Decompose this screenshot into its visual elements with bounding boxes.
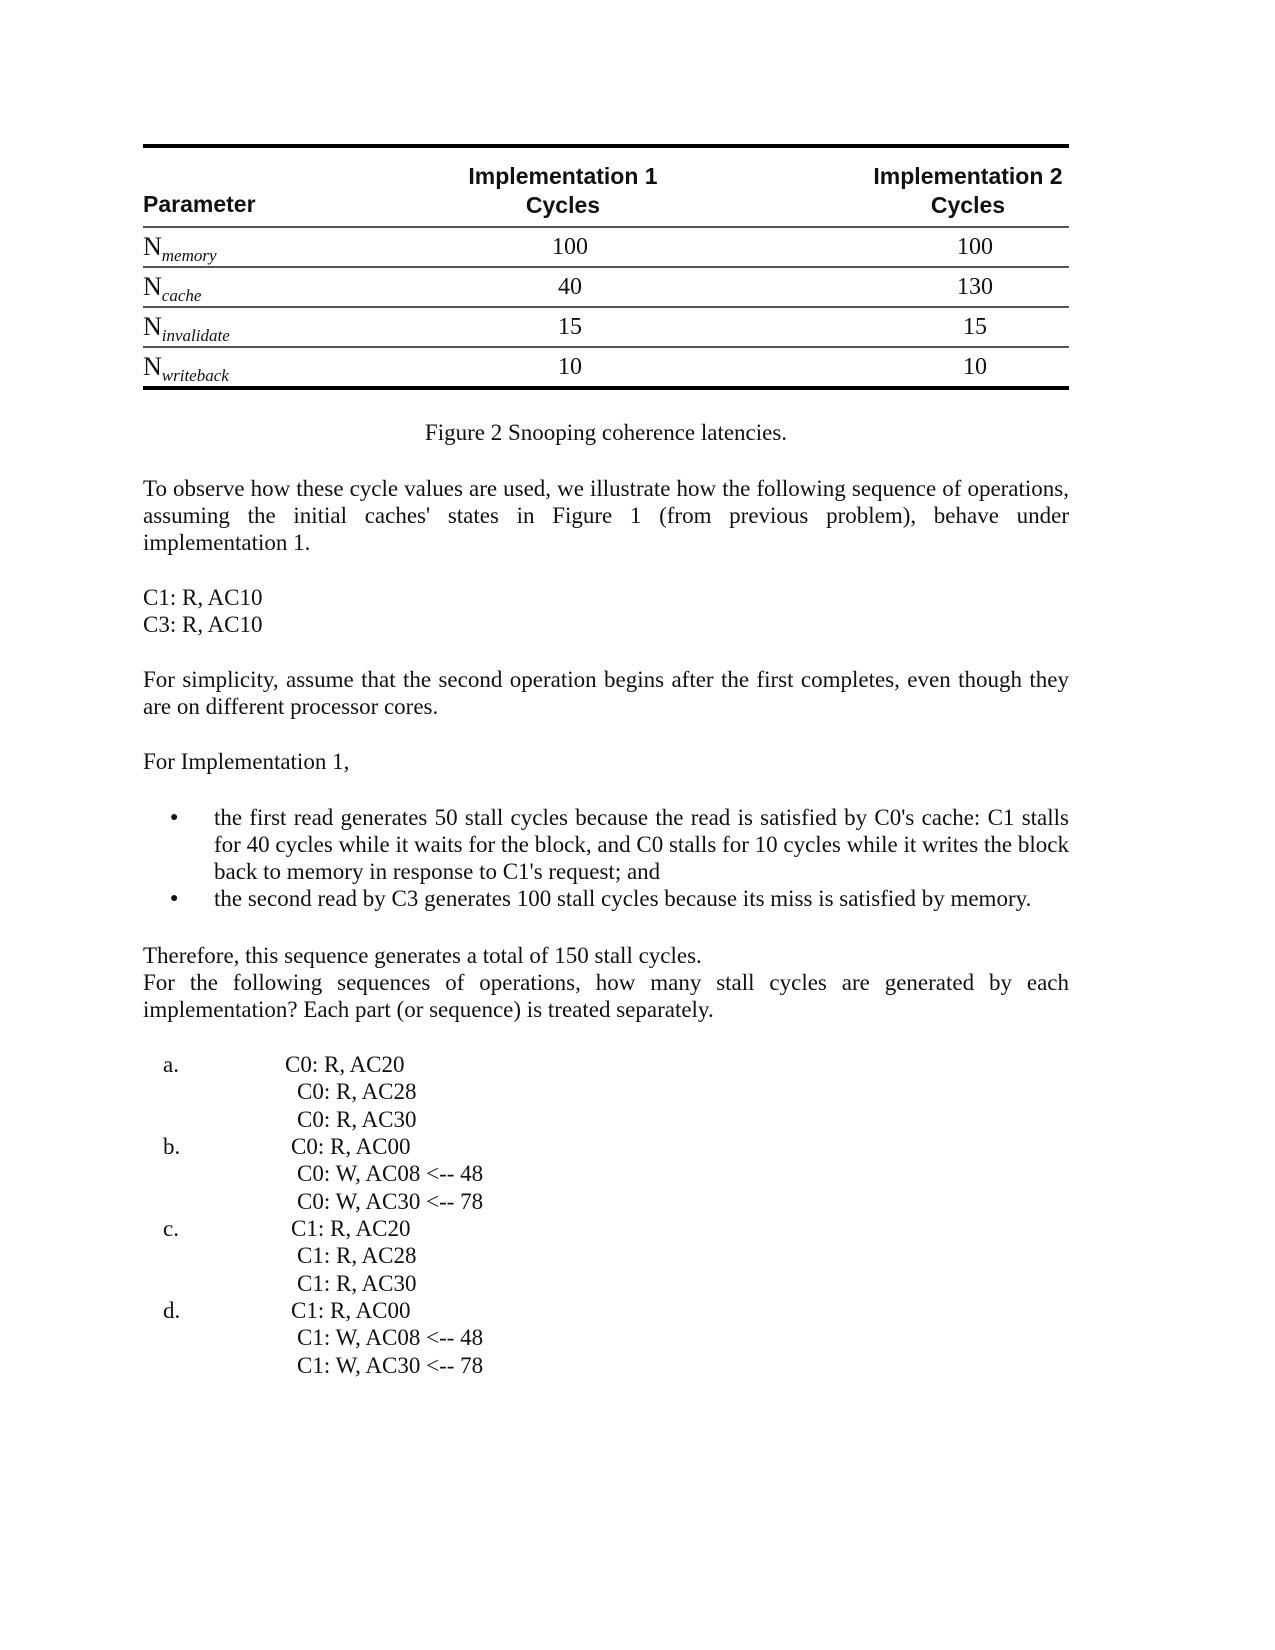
latency-table — [143, 144, 1069, 390]
bullet-item: ● the second read by C3 generates 100 stall cycles because its miss is satisfied by memory. — [170, 885, 1069, 912]
part-label: c. — [163, 1216, 179, 1241]
param-cell — [143, 352, 229, 386]
part-op: C1: R, AC30 — [297, 1271, 417, 1296]
impl1-heading: For Implementation 1, — [143, 749, 350, 774]
param-sub: invalidate — [161, 326, 230, 345]
header-impl1-line2: Cycles — [525, 192, 601, 218]
example-op: C3: R, AC10 — [143, 612, 263, 637]
part-op: C1: W, AC08 <-- 48 — [297, 1325, 484, 1350]
param-cell — [143, 272, 201, 306]
part-label: b. — [163, 1134, 181, 1159]
part-op: C0: R, AC00 — [291, 1134, 411, 1159]
param-sub: cache — [161, 286, 202, 305]
table-bottom-rule — [143, 386, 1069, 390]
simplicity-paragraph: For simplicity, assume that the second operation begins after the first completes, even though they are on different processor cores. — [143, 667, 1069, 719]
part-label: a. — [163, 1052, 179, 1077]
example-ops — [143, 584, 1069, 638]
param-n: N — [143, 272, 162, 301]
bullet-list — [170, 804, 1069, 912]
part-label: d. — [163, 1298, 181, 1323]
impl2-cell: 130 — [957, 274, 993, 300]
impl1-cell: 100 — [552, 234, 588, 260]
table-row — [143, 348, 1069, 386]
figure-caption: Figure 2 Snooping coherence latencies. — [424, 420, 788, 445]
header-impl1-line1: Implementation 1 — [468, 163, 658, 189]
impl2-cell: 15 — [963, 314, 987, 340]
table-row — [143, 308, 1069, 346]
part-op: C0: R, AC30 — [297, 1107, 417, 1132]
intro-paragraph: To observe how these cycle values are used, we illustrate how the following sequence of operations, assuming the initial caches' states in Figure 1 (from previous problem), behave under implementation 1. — [143, 476, 1069, 555]
part-op: C0: W, AC08 <-- 48 — [297, 1161, 484, 1186]
param-cell — [143, 312, 230, 346]
param-n: N — [143, 232, 162, 261]
sequence-parts — [163, 1051, 563, 1381]
table-row — [143, 228, 1069, 266]
header-parameter: Parameter — [143, 191, 256, 217]
part-op: C1: R, AC20 — [291, 1216, 411, 1241]
impl2-cell: 10 — [963, 354, 987, 380]
table-row — [143, 268, 1069, 306]
header-impl2 — [818, 162, 1118, 220]
part-op: C1: R, AC00 — [291, 1298, 411, 1323]
header-impl2-line2: Cycles — [930, 192, 1006, 218]
header-impl2-line1: Implementation 2 — [873, 163, 1063, 189]
question-paragraph: For the following sequences of operations, how many stall cycles are generated by each implementation? Each part (or sequence) is treated separately. — [143, 970, 1069, 1022]
param-n: N — [143, 312, 162, 341]
table-header — [143, 148, 1069, 226]
part-op: C1: R, AC28 — [297, 1243, 417, 1268]
impl1-cell: 10 — [558, 354, 582, 380]
bullet-item: ● the first read generates 50 stall cycles because the read is satisfied by C0's cache: C1 stalls for 40 cycles while it waits for the block, and C0 stalls for 10 cycles while it writes the block back to memory in response to C1's request; and — [170, 804, 1069, 885]
part-op: C0: W, AC30 <-- 78 — [297, 1189, 484, 1214]
impl1-cell: 40 — [558, 274, 582, 300]
part-op: C0: R, AC28 — [297, 1079, 417, 1104]
param-n: N — [143, 352, 162, 381]
part-op: C0: R, AC20 — [285, 1052, 405, 1077]
header-impl1 — [413, 162, 713, 220]
param-sub: writeback — [161, 366, 229, 385]
impl1-cell: 15 — [558, 314, 582, 340]
param-cell — [143, 232, 217, 266]
example-op: C1: R, AC10 — [143, 585, 263, 610]
part-op: C1: W, AC30 <-- 78 — [297, 1353, 484, 1378]
impl2-cell: 100 — [957, 234, 993, 260]
therefore-paragraph: Therefore, this sequence generates a total of 150 stall cycles. — [143, 943, 702, 968]
param-sub: memory — [161, 246, 217, 265]
